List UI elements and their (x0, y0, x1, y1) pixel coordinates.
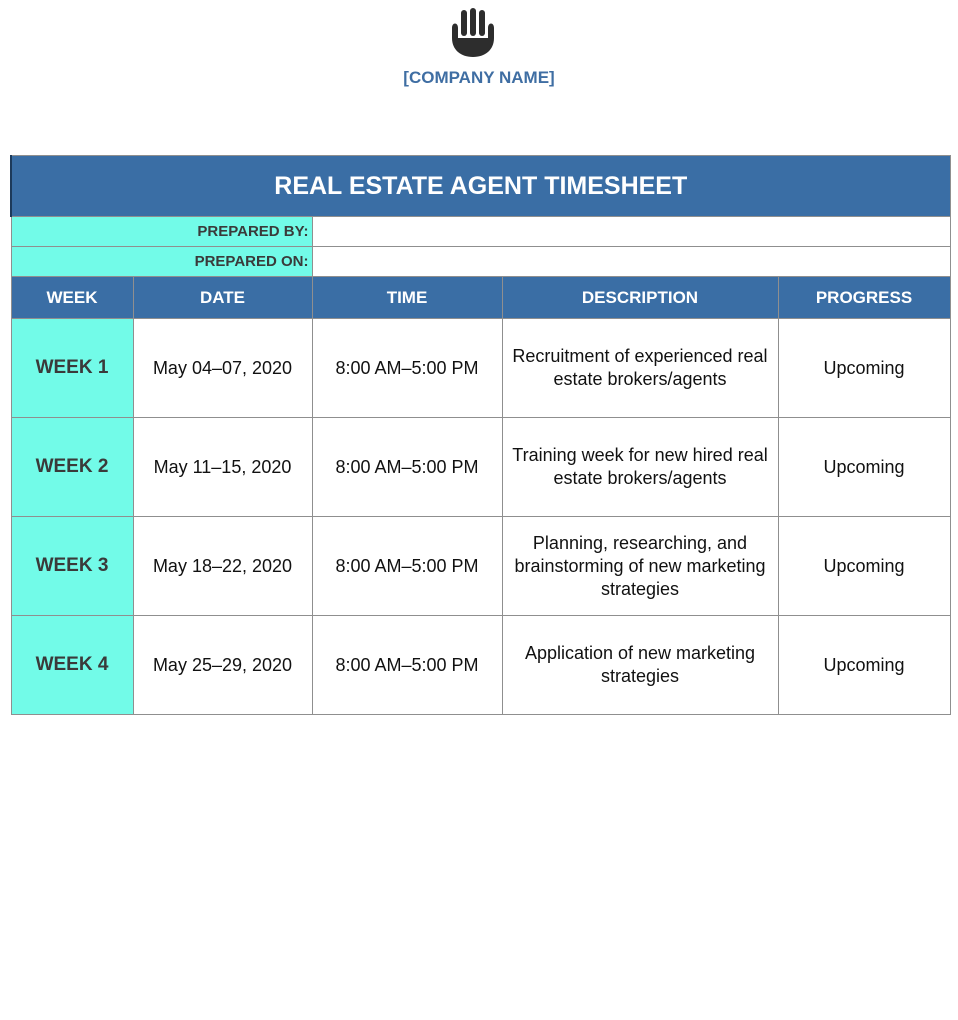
company-name: [COMPANY NAME] (403, 68, 555, 87)
table-row (11, 418, 950, 517)
header-time: TIME (312, 277, 502, 319)
week-label: WEEK 4 (11, 616, 133, 715)
time-cell: 8:00 AM–5:00 PM (312, 418, 502, 517)
prepared-by-field[interactable] (312, 217, 950, 247)
header-row (11, 277, 950, 319)
description-cell: Planning, researching, and brainstorming of new marketing strategies (502, 517, 778, 616)
progress-cell: Upcoming (778, 418, 950, 517)
date-cell: May 25–29, 2020 (133, 616, 312, 715)
description-cell: Training week for new hired real estate brokers/agents (502, 418, 778, 517)
date-cell: May 11–15, 2020 (133, 418, 312, 517)
header-date: DATE (133, 277, 312, 319)
header-week: WEEK (11, 277, 133, 319)
progress-cell: Upcoming (778, 517, 950, 616)
description-cell: Recruitment of experienced real estate brokers/agents (502, 319, 778, 418)
table-row (11, 517, 950, 616)
time-cell: 8:00 AM–5:00 PM (312, 319, 502, 418)
progress-cell: Upcoming (778, 319, 950, 418)
prepared-by-label: PREPARED BY: (11, 217, 312, 247)
week-label: WEEK 2 (11, 418, 133, 517)
timesheet-title: REAL ESTATE AGENT TIMESHEET (11, 156, 950, 217)
header-progress: PROGRESS (778, 277, 950, 319)
header-description: DESCRIPTION (502, 277, 778, 319)
description-cell: Application of new marketing strategies (502, 616, 778, 715)
time-cell: 8:00 AM–5:00 PM (312, 517, 502, 616)
progress-cell: Upcoming (778, 616, 950, 715)
week-label: WEEK 1 (11, 319, 133, 418)
timesheet-table (10, 155, 951, 715)
hand-logo-icon (449, 8, 497, 58)
date-cell: May 18–22, 2020 (133, 517, 312, 616)
time-cell: 8:00 AM–5:00 PM (312, 616, 502, 715)
table-row (11, 319, 950, 418)
date-cell: May 04–07, 2020 (133, 319, 312, 418)
prepared-on-label: PREPARED ON: (11, 247, 312, 277)
week-label: WEEK 3 (11, 517, 133, 616)
table-row (11, 616, 950, 715)
prepared-on-field[interactable] (312, 247, 950, 277)
